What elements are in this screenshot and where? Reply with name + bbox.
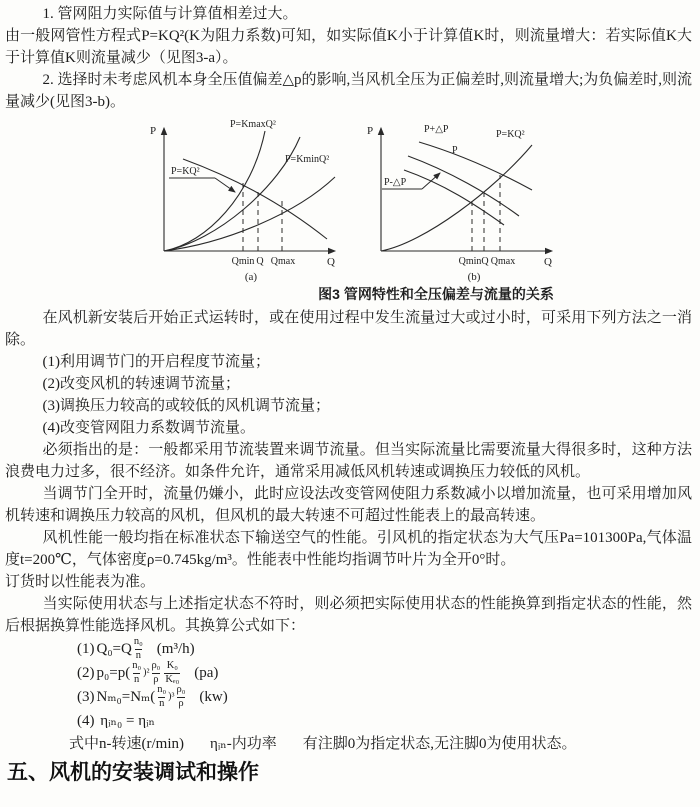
formula-unit: (pa) — [194, 665, 219, 681]
formula-unit: (kw) — [199, 689, 228, 705]
legend-power: ηᵢₙ-内功率 — [209, 736, 277, 752]
conversion-formulas — [77, 637, 692, 733]
curve-label-k: P=KQ² — [171, 166, 200, 177]
formula-index: (1) — [77, 641, 95, 657]
para-throttle-note: 必须指出的是：一般都采用节流装置来调节流量。但当实际流量比需要流量大得很多时，这种方法浪费电力过多，很不经济。如条件允许，通常采用减低风机转速或调换压力较低的风机。 — [5, 442, 692, 480]
formula-unit: (m³/h) — [156, 641, 195, 657]
fraction-speed: $\frac{\text{n₀}}{n}$ — [132, 660, 142, 685]
para-valve-full-open: 当调节门全开时，流量仍嫌小，此时应设法改变管网使阻力系数减小以增加流量，也可采用增加风机转速和调换压力较高的风机，但风机的最大转速不可超过性能表上的最高转速。 — [5, 486, 692, 524]
fraction-speed: $\frac{\text{n₀}}{n}$ — [157, 684, 167, 709]
axis-label-q: Q — [327, 256, 335, 268]
formula-power: (3) Nₘ₀=Nₘ( $\frac{\text{n₀}}{n}$ )³ $\frac{\text{ρ₀}}{\rho}$ (kw) — [77, 684, 228, 709]
figure-caption: 图3 管网特性和全压偏差与流量的关系 — [318, 286, 554, 302]
diagram-b — [364, 115, 569, 283]
curves-a — [164, 131, 335, 251]
subfigure-label-a: (a) — [244, 271, 258, 283]
fraction-density: $\frac{\text{ρ₀}}{\rho}$ — [151, 660, 161, 685]
para-order-note: 订货时以性能表为准。 — [5, 574, 156, 590]
formula-body: p₀=p( — [96, 665, 131, 681]
flow-guides-a — [243, 179, 282, 251]
fraction-speed: $\frac{\text{n₀}}{n}$ — [133, 636, 143, 661]
legend-subscript: 有注脚0为指定状态,无注脚0为使用状态。 — [302, 736, 577, 752]
para-pipe-equation: 由一般网管性方程式P=KQ²(K为阻力系数)可知，如实际值K小于计算值K时，则流量增大：若实际值K大于计算值K则流量减少（见图3-a）。 — [5, 28, 692, 66]
fraction-coefficient: $\frac{\text{K₀}}{\text{Kₑ₀}}$ — [165, 660, 180, 685]
legend-speed: 式中n-转速(r/min) — [69, 736, 184, 752]
tick-q: Q — [481, 256, 489, 267]
formula-index: (3) — [77, 689, 95, 705]
formula-body: Q₀=Q — [96, 641, 132, 657]
para-standard-condition: 风机性能一般均指在标准状态下输送空气的性能。引风机的指定状态为大气压Pa=101300Pa,气体温度t=200℃，气体密度ρ=0.745kg/m³。性能表中性能均指调节叶片为全开0°时。 — [5, 530, 692, 568]
formula-body: Nₘ₀=Nₘ( — [96, 689, 156, 705]
para-conversion-intro: 当实际使用状态与上述指定状态不符时，则必须把实际使用状态的性能换算到指定状态的性能，然后根据换算性能选择风机。其换算公式如下： — [5, 596, 692, 634]
label-pointer-a — [169, 178, 235, 192]
tick-q: Q — [256, 256, 264, 267]
axes-a — [164, 128, 335, 251]
para-flow-adjust-intro: 在风机新安装后开始正式运转时，或在使用过程中发生流量过大或过小时，可采用下列方法之一消除。 — [5, 310, 692, 348]
formula-legend — [69, 733, 692, 755]
curve-label-kmax: P=KmaxQ² — [230, 119, 276, 130]
fraction-density: $\frac{\text{ρ₀}}{\rho}$ — [176, 684, 186, 709]
list-item-3: (3)调换压力较高的或较低的风机调节流量； — [42, 398, 330, 414]
axis-label-q: Q — [544, 256, 552, 268]
formula-index: (4) — [77, 713, 95, 729]
formula-body: ηᵢₙ₀ = ηᵢₙ — [96, 713, 156, 729]
section-heading: 五、风机的安装调试和操作 — [7, 761, 259, 784]
axis-label-p: P — [150, 125, 157, 137]
list-item-1: (1)利用调节门的开启程度节流量； — [42, 354, 270, 370]
tick-qmin: Qmin — [458, 256, 482, 267]
curve-label-p-plus: P+△P — [424, 124, 449, 135]
formula-index: (2) — [77, 665, 95, 681]
para-pressure-deviation: 2. 选择时未考虑风机本身全压值偏差△p的影响,当风机全压为正偏差时,则流量增大;为负偏差时,则流量减少(见图3-b)。 — [5, 72, 692, 110]
axis-label-p: P — [367, 125, 374, 137]
list-item-4: (4)改变管网阻力系数调节流量。 — [42, 420, 255, 436]
formula-flow — [77, 637, 692, 661]
figure-3 — [147, 115, 692, 283]
para-pipe-resistance-mismatch: 1. 管网阻力实际值与计算值相差过大。 — [42, 6, 298, 22]
curve-label-p: P — [452, 145, 458, 156]
tick-qmax: Qmax — [270, 256, 296, 267]
curve-label-p-minus: P-△P — [384, 177, 407, 188]
list-item-2: (2)改变风机的转速调节流量； — [42, 376, 240, 392]
subfigure-label-b: (b) — [467, 271, 481, 283]
diagram-a — [147, 115, 352, 283]
curves-b — [381, 142, 532, 251]
curve-label-kmin: P=KminQ² — [285, 154, 330, 165]
curve-label-kq: P=KQ² — [496, 129, 525, 140]
tick-qmin: Qmin — [231, 256, 255, 267]
tick-qmax: Qmax — [490, 256, 516, 267]
formula-pressure: (2) p₀=p( $\frac{\text{n₀}}{n}$ )² $\frac{\text{ρ₀}}{\rho}$ $\frac{\text{K₀}}{\text{Kₑ₀}}$ (pa) — [77, 660, 219, 685]
formula-efficiency — [77, 709, 692, 733]
